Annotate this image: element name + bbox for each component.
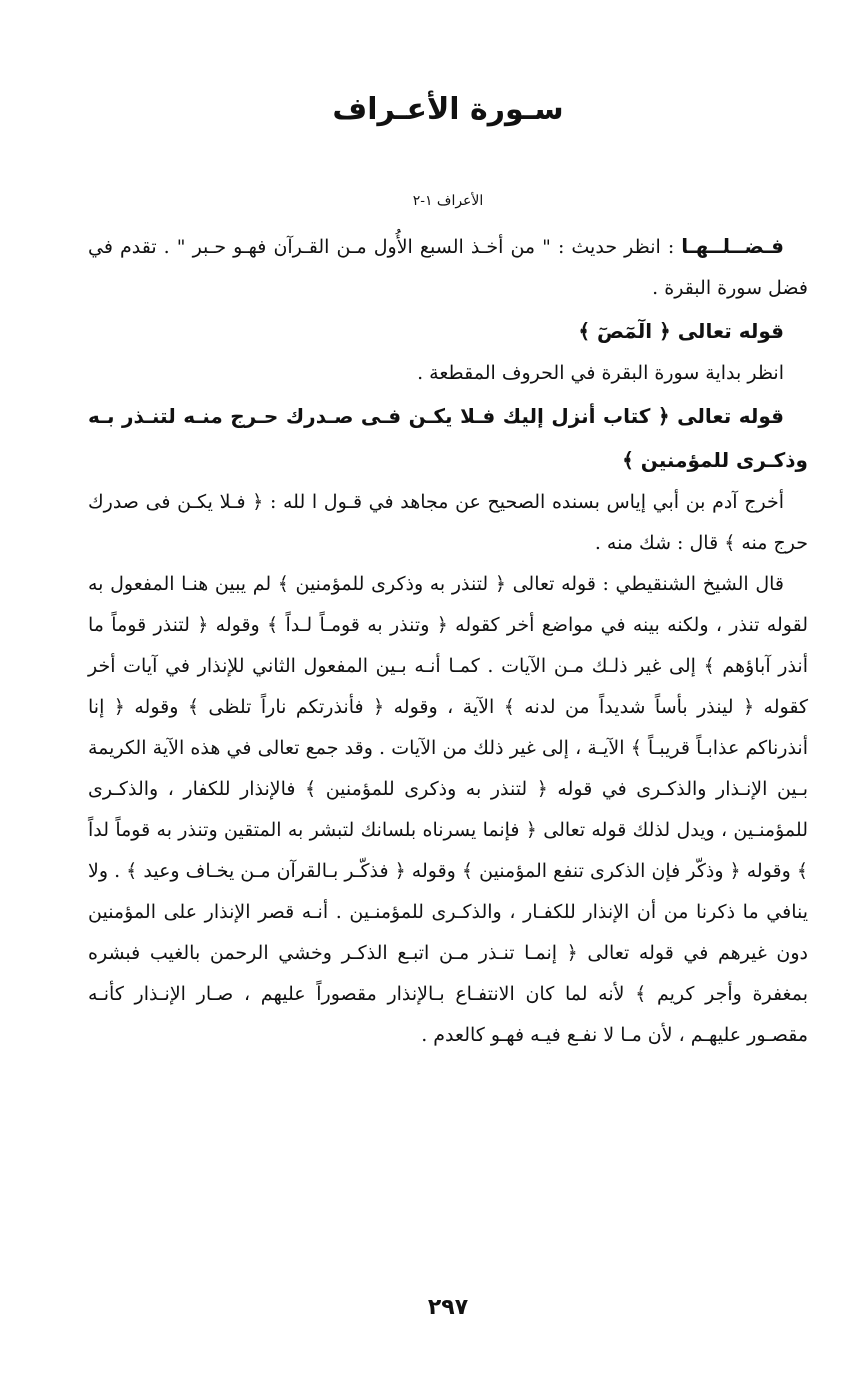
page-number: ٢٩٧ [427, 1295, 469, 1320]
virtue-label: فـضــلــهـا [681, 234, 784, 258]
commentary-paragraph-3: قال الشيخ الشنقيطي : قوله تعالى ﴿ لتنذر به وذكرى للمؤمنين ﴾ لم يبين هنـا المفعول به لقوله تنذر ، ولكنه بينه في مواضع أخر كقوله ﴿ وتنذر به قومـاً لـداً ﴾ وقوله ﴿ لتنذر قوماً ما أنذر آباؤهم ﴾ إلى غير ذلـك مـن الآيات . كمـا أنـه بـين المفعول الثاني للإنذار في آيات أخر كقوله ﴿ لينذر بأساً شديداً من لدنه ﴾ الآية ، وقوله ﴿ فأنذرتكم ناراً تلظى ﴾ وقوله ﴿ إنا أنذرناكم عذابـاً قريبـاً ﴾ الآيـة ، إلى غير ذلك من الآيات . وقد جمع تعالى في هذه الآية الكريمة بـين الإنـذار والذكـرى في قوله ﴿ لتنذر به وذكرى للمؤمنين ﴾ فالإنذار للكفار ، والذكـرى للمؤمنـين ، ويدل لذلك قوله تعالى ﴿ فإنما يسرناه بلسانك لتبشر به المتقين وتنذر به قوماً لداً ﴾ وقوله ﴿ وذكّر فإن الذكرى تنفع المؤمنين ﴾ وقوله ﴿ فذكّـر بـالقرآن مـن يخـاف وعيد ﴾ . ولا ينافي ما ذكرنا من أن الإنذار للكفـار ، والذكـرى للمؤمنـين . أنـه قصر الإنذار على المؤمنين دون غيرهم في قوله تعالى ﴿ إنمـا تنـذر مـن اتبـع الذكـر وخشي الرحمن بالغيب فبشره بمغفرة وأجر كريم ﴾ لأنه لما كان الانتفـاع بـالإنذار مقصوراً عليهم ، صـار الإنـذار كأنـه مقصـور عليهـم ، لأن مـا لا نفـع فيـه فهـو كالعدم . [88, 573, 809, 1046]
document-page [88, 0, 808, 1388]
virtue-text: : انظر حديث : " من أخـذ السبع الأُول مـن القـرآن فهـو حـبر " . تقدم في فضل سورة البقرة . [88, 236, 808, 299]
commentary-paragraph-2: أخرج آدم بن أبي إياس بسنده الصحيح عن مجاهد في قـول ا لله : ﴿ فـلا يكـن فى صدرك حرج منه ﴾ قال : شك منه . [88, 491, 808, 554]
commentary-paragraph-1: انظر بداية سورة البقرة في الحروف المقطعة . [417, 362, 784, 384]
virtue-paragraph [88, 226, 808, 309]
verse-heading-1: قوله تعالى ﴿ الٓمٓصٓ ﴾ [578, 319, 784, 343]
page-body [88, 226, 808, 1056]
page-title: سـورة الأعـراف [332, 92, 564, 127]
verse-reference: الأعراف ١-٢ [412, 193, 484, 209]
verse-heading-2: قوله تعالى ﴿ كتاب أنزل إليك فـلا يكـن فـى صـدرك حـرج منـه لتنـذر بـه وذكـرى للمؤمنين ﴾ [88, 404, 808, 472]
